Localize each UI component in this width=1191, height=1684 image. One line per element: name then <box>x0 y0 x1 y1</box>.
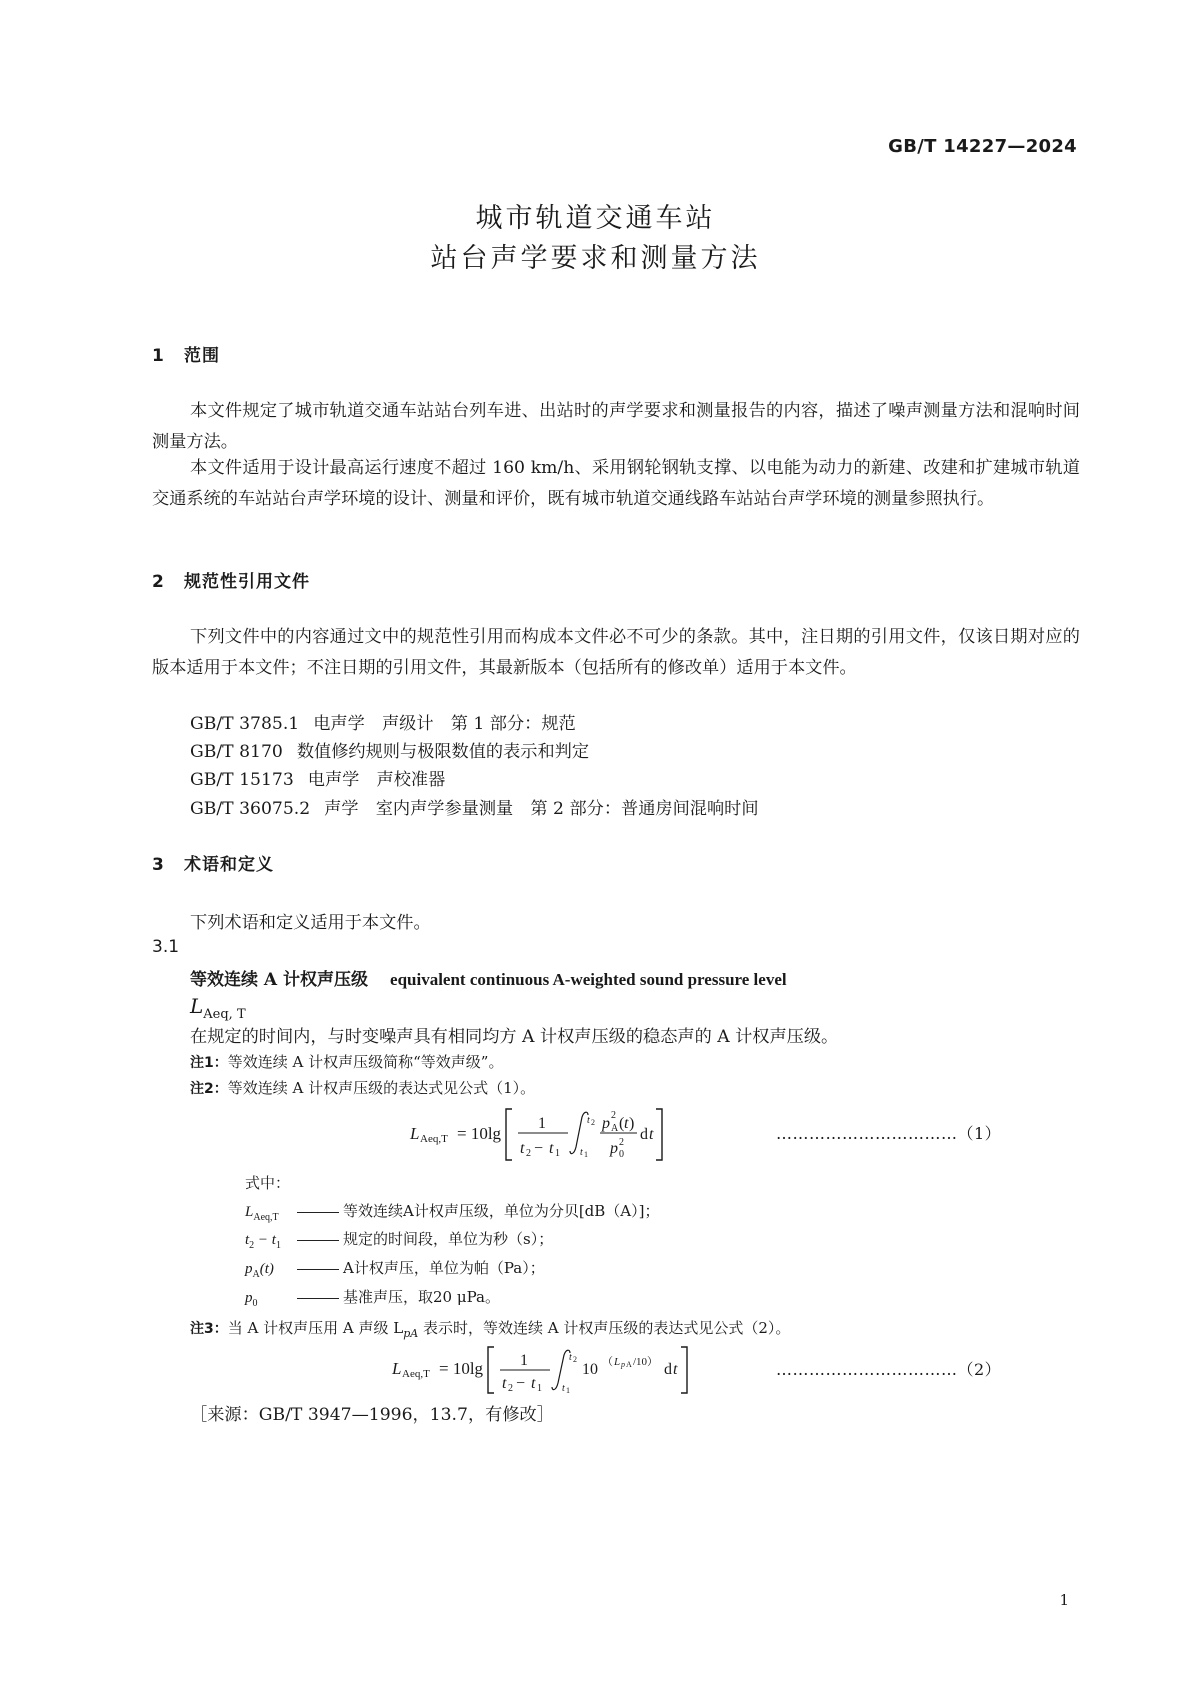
term-definition: 在规定的时间内，与时变噪声具有相同均方 A 计权声压级的稳态声的 A 计权声压级。 <box>190 1027 839 1047</box>
svg-text:1: 1 <box>555 1148 560 1159</box>
reference-code: GB/T 8170 <box>190 742 283 762</box>
symbol-main: L <box>190 994 204 1018</box>
dash-separator <box>297 1240 339 1241</box>
svg-text:2: 2 <box>619 1137 624 1148</box>
svg-text:t: t <box>580 1147 583 1158</box>
page-number: 1 <box>1059 1591 1069 1609</box>
svg-text:0: 0 <box>619 1149 624 1160</box>
where-symbol: $t_2 - t_1$ <box>245 1232 281 1251</box>
reference-title: 电声学 声级计 第 1 部分：规范 <box>313 714 576 734</box>
section-title: 规范性引用文件 <box>184 572 310 592</box>
standard-code: GB/T 14227—2024 <box>888 136 1077 157</box>
svg-text:d: d <box>664 1361 672 1378</box>
svg-text:2: 2 <box>591 1118 595 1127</box>
reference-code: GB/T 3785.1 <box>190 714 300 734</box>
svg-text:= 10lg: = 10lg <box>439 1359 484 1378</box>
where-item <box>245 1257 545 1280</box>
svg-text:2: 2 <box>611 1110 616 1121</box>
where-description: 等效连续A计权声压级，单位为分贝[dB（A）]； <box>343 1202 660 1220</box>
reference-title: 电声学 声校准器 <box>307 770 446 790</box>
section-2-heading <box>152 567 310 592</box>
svg-text:10: 10 <box>582 1361 598 1378</box>
svg-text:1: 1 <box>584 1150 588 1159</box>
section-number: 2 <box>152 572 165 592</box>
term-source: ［来源：GB/T 3947—1996，13.7，有修改］ <box>190 1405 554 1425</box>
note-3 <box>190 1317 790 1340</box>
reference-item <box>190 794 773 819</box>
svg-text:t: t <box>624 1115 629 1132</box>
where-symbol: $p_0$ <box>245 1290 258 1309</box>
svg-text:t: t <box>520 1140 525 1157</box>
where-item <box>245 1200 660 1223</box>
svg-text:1: 1 <box>538 1115 546 1132</box>
reference-item <box>190 709 590 734</box>
svg-text:−: − <box>516 1375 526 1392</box>
svg-text:t: t <box>587 1115 590 1126</box>
reference-code: GB/T 15173 <box>190 770 294 790</box>
svg-text:A: A <box>626 1360 632 1369</box>
svg-text:L: L <box>410 1124 420 1143</box>
where-description: 规定的时间段，单位为秒（s）； <box>343 1230 554 1248</box>
dash-separator <box>297 1298 339 1299</box>
svg-text:（: （ <box>602 1356 613 1368</box>
terms-intro: 下列术语和定义适用于本文件。 <box>190 913 431 933</box>
reference-title: 数值修约规则与极限数值的表示和判定 <box>296 742 590 762</box>
svg-text:t: t <box>673 1361 678 1378</box>
svg-text:p: p <box>610 1140 618 1157</box>
term-title-zh: 等效连续 A 计权声压级 <box>190 970 369 990</box>
title-line-2: 站台声学要求和测量方法 <box>430 243 761 274</box>
svg-text:t: t <box>569 1352 572 1363</box>
svg-text:(: ( <box>619 1115 625 1132</box>
term-number: 3.1 <box>152 937 180 957</box>
note-label: 注1： <box>190 1055 228 1071</box>
svg-text:d: d <box>640 1126 648 1143</box>
equation-1-number: ……………………………（1） <box>776 1124 1002 1143</box>
dash-separator <box>297 1269 339 1270</box>
section-number: 3 <box>152 855 165 875</box>
svg-text:t: t <box>649 1126 654 1143</box>
symbol-subscript: Aeq, T <box>203 1007 246 1022</box>
svg-text:1: 1 <box>566 1386 570 1395</box>
svg-text:p: p <box>602 1115 610 1132</box>
note-text-tail: 表示时，等效连续 A 计权声压级的表达式见公式（2）。 <box>418 1319 791 1337</box>
svg-text:Aeq,T: Aeq,T <box>402 1368 430 1380</box>
term-title <box>190 965 787 990</box>
scope-paragraph-2: 本文件适用于设计最高运行速度不超过 160 km/h、采用钢轮钢轨支撑、以电能为动力的新建、改建和扩建城市轨道交通系统的车站站台声学环境的设计、测量和评价，既有城市轨道交通线路车站站台声学环境的测量参照执行。 <box>152 458 1080 509</box>
svg-text:−: − <box>534 1140 544 1157</box>
svg-text:t: t <box>562 1383 565 1394</box>
svg-text:p: p <box>621 1360 625 1369</box>
where-symbol: $p_A(t)$ <box>245 1261 274 1280</box>
note-label: 注3： <box>190 1321 228 1337</box>
svg-text:t: t <box>502 1375 507 1392</box>
note-text: 等效连续 A 计权声压级简称“等效声级”。 <box>227 1053 504 1071</box>
title-line-1: 城市轨道交通车站 <box>475 203 716 234</box>
equation-2-number: ……………………………（2） <box>776 1360 1002 1379</box>
where-description: A计权声压，单位为帕（Pa）； <box>343 1259 545 1277</box>
svg-text:2: 2 <box>526 1148 531 1159</box>
normative-intro: 下列文件中的内容通过文中的规范性引用而构成本文件必不可少的条款。其中，注日期的引用文件，仅该日期对应的版本适用于本文件；不注日期的引用文件，其最新版本（包括所有的修改单）适用于本文件。 <box>152 627 1080 678</box>
note-text: 当 A 计权声压用 A 声级 L <box>227 1319 404 1337</box>
svg-text:L: L <box>392 1359 402 1378</box>
note-label: 注2： <box>190 1081 228 1097</box>
formula-1 <box>400 1103 680 1165</box>
dash-separator <box>297 1212 339 1213</box>
reference-code: GB/T 36075.2 <box>190 799 311 819</box>
svg-text:): ) <box>629 1115 635 1132</box>
svg-text:1: 1 <box>537 1383 542 1394</box>
term-symbol <box>190 994 246 1022</box>
section-title: 范围 <box>184 346 220 366</box>
svg-text:A: A <box>611 1123 619 1134</box>
section-title: 术语和定义 <box>184 855 274 875</box>
where-description: 基准声压，取20 μPa。 <box>343 1288 500 1306</box>
where-label: 式中： <box>245 1174 291 1192</box>
section-number: 1 <box>152 346 165 366</box>
note-subscript: pA <box>403 1327 419 1340</box>
note-2 <box>190 1077 535 1098</box>
note-1 <box>190 1051 503 1072</box>
section-1-heading <box>152 341 220 366</box>
term-title-en: equivalent continuous A-weighted sound pressure level <box>390 970 787 989</box>
where-item <box>245 1228 553 1251</box>
svg-text:t: t <box>549 1140 554 1157</box>
svg-text:t: t <box>531 1375 536 1392</box>
svg-text:Aeq,T: Aeq,T <box>420 1133 448 1145</box>
svg-text:1: 1 <box>520 1352 528 1369</box>
scope-paragraph-1: 本文件规定了城市轨道交通车站站台列车进、出站时的声学要求和测量报告的内容，描述了噪声测量方法和混响时间测量方法。 <box>152 401 1080 452</box>
svg-text:2: 2 <box>508 1383 513 1394</box>
section-3-heading <box>152 850 274 875</box>
svg-text:2: 2 <box>573 1355 577 1364</box>
svg-text:= 10lg: = 10lg <box>457 1124 502 1143</box>
where-symbol: $L_{Aeq,T}$ <box>245 1204 279 1223</box>
where-item <box>245 1286 500 1309</box>
svg-text:L: L <box>614 1356 621 1368</box>
reference-item <box>190 737 603 762</box>
note-text: 等效连续 A 计权声压级的表达式见公式（1）。 <box>227 1079 536 1097</box>
reference-title: 声学 室内声学参量测量 第 2 部分：普通房间混响时间 <box>324 799 759 819</box>
reference-item <box>190 765 459 790</box>
formula-2 <box>382 1343 702 1397</box>
svg-text:/10）: /10） <box>633 1356 659 1368</box>
